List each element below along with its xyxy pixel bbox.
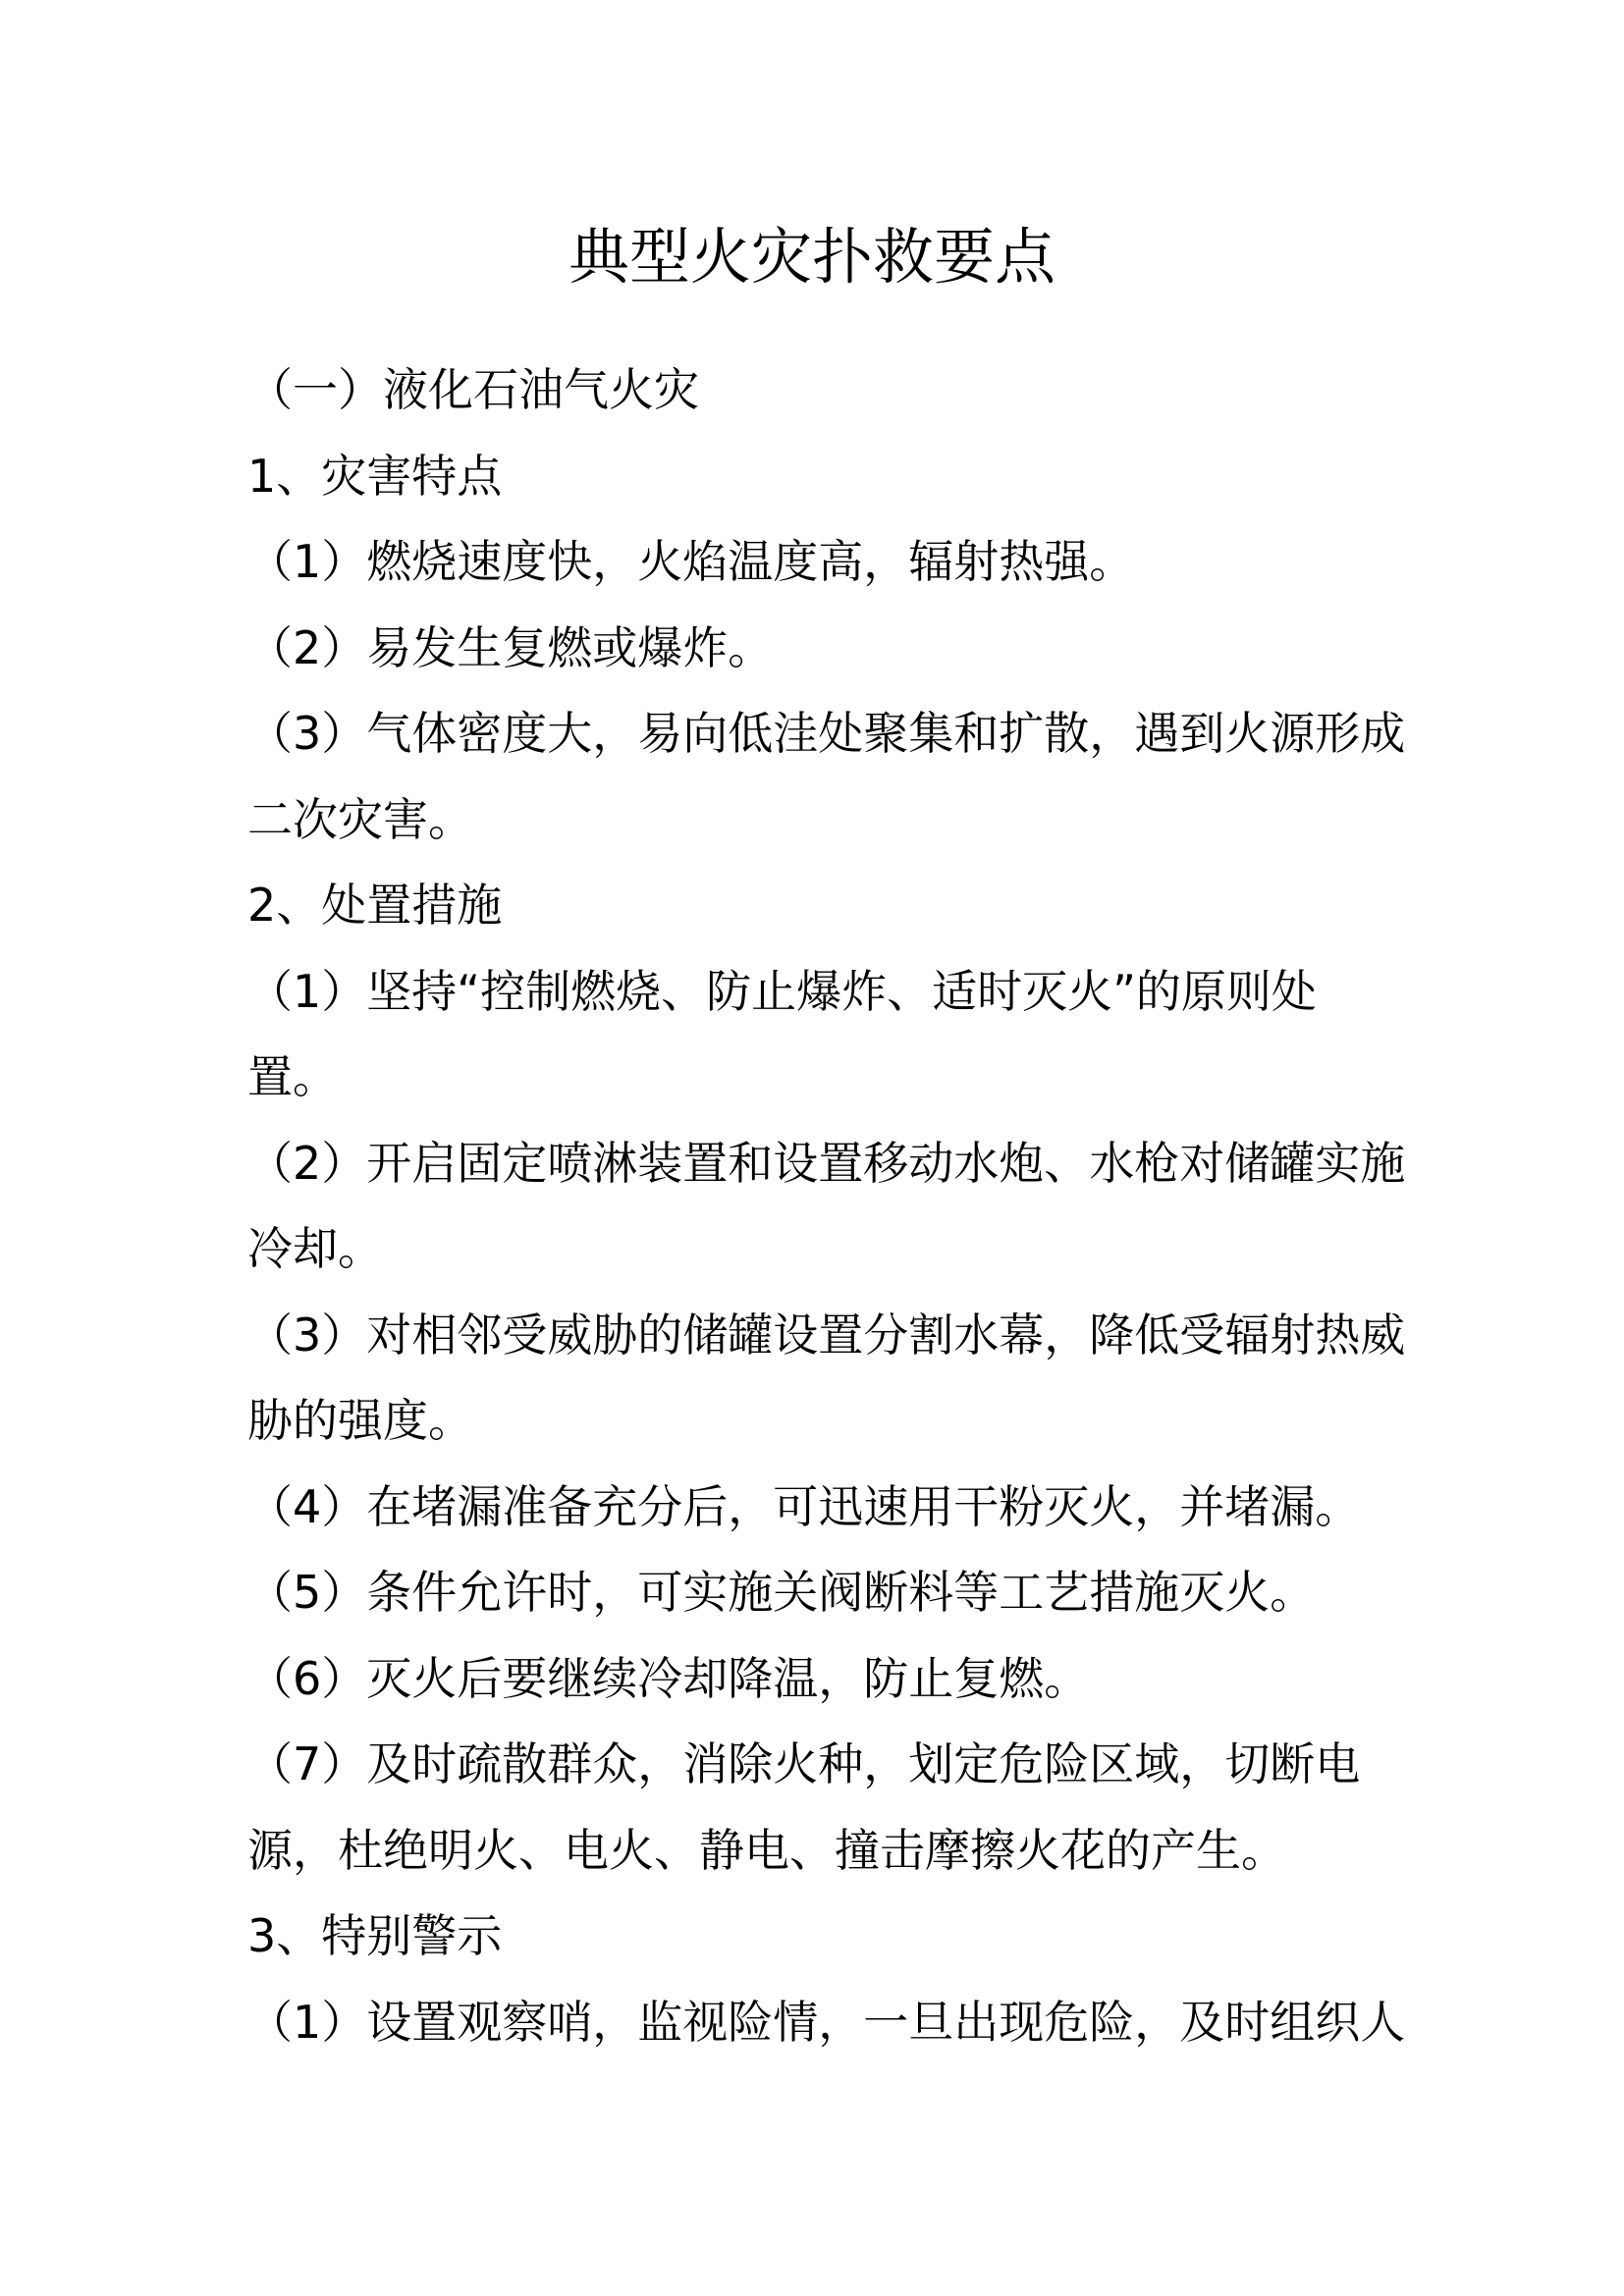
subsection-heading: 3、特别警示: [247, 1909, 503, 1962]
paragraph-line: （3）气体密度大，易向低洼处聚集和扩散，遇到火源形成: [247, 707, 1406, 760]
subsection-heading: 1、灾害特点: [247, 449, 503, 503]
paragraph-line: （3）对相邻受威胁的储罐设置分割水幕，降低受辐射热威: [247, 1308, 1406, 1362]
paragraph-line: （6）灭火后要继续冷却降温，防止复燃。: [247, 1651, 1090, 1705]
document-body: [247, 347, 1406, 2065]
paragraph-line: （2）开启固定喷淋装置和设置移动水炮、水枪对储罐实施: [247, 1136, 1406, 1190]
paragraph-line: （1）坚持“控制燃烧、防止爆炸、适时灭火”的原则处: [247, 964, 1317, 1018]
paragraph-line: （4）在堵漏准备充分后，可迅速用干粉灭火，并堵漏。: [247, 1479, 1361, 1533]
paragraph-line: 二次灾害。: [247, 792, 473, 846]
paragraph-line: （1）设置观察哨，监视险情，一旦出现危险，及时组织人: [247, 1995, 1406, 2049]
section-heading: （一）液化石油气火灾: [247, 363, 699, 416]
paragraph-line: （5）条件允许时，可实施关阀断料等工艺措施灭火。: [247, 1566, 1316, 1619]
paragraph-line: 源，杜绝明火、电火、静电、撞击摩擦火花的产生。: [247, 1823, 1286, 1877]
paragraph-line: （2）易发生复燃或爆炸。: [247, 620, 774, 674]
subsection-heading: 2、处置措施: [247, 879, 503, 932]
document-title: 典型火灾扑救要点: [568, 221, 1056, 293]
paragraph-line: （7）及时疏散群众，消除火种，划定危险区域，切断电: [247, 1737, 1361, 1790]
paragraph-line: （1）燃烧速度快，火焰温度高，辐射热强。: [247, 535, 1135, 588]
paragraph-line: 胁的强度。: [247, 1394, 473, 1447]
paragraph-line: 置。: [247, 1050, 338, 1103]
paragraph-line: 冷却。: [247, 1222, 383, 1275]
